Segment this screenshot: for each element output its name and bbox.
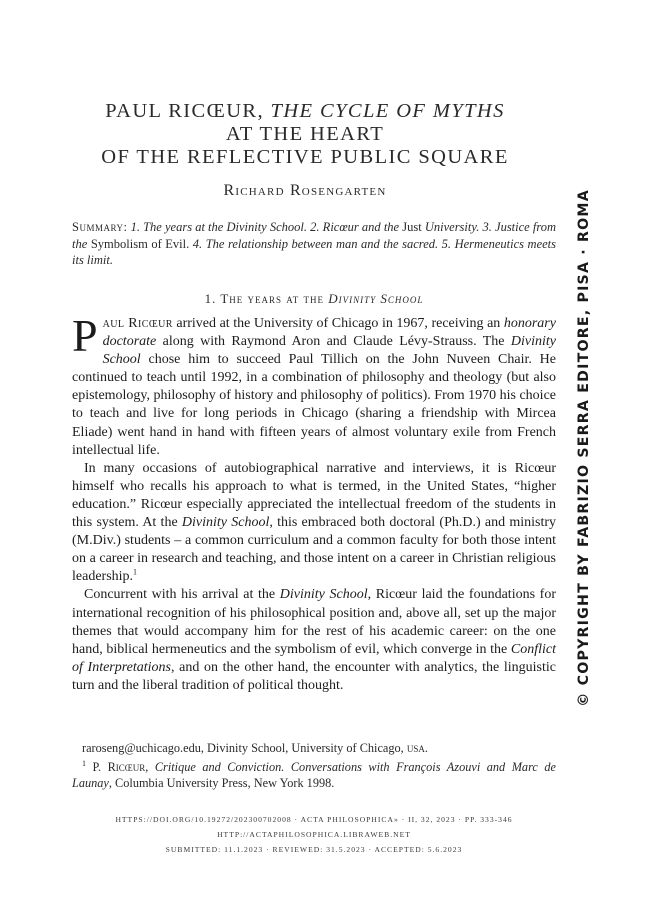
author-affiliation: raroseng@uchicago.edu, Divinity School, University of Chicago, usa. xyxy=(82,741,428,755)
summary-item-2a: 2. Ricœur and the xyxy=(310,220,400,234)
paragraph-2: In many occasions of autobiographical narrative and interviews, it is Ricœur himself who recalls his approach to what is termed, in the United States, “higher education.” Ricœur especially appreciated the intellectual freedom of the students in this system. At the Divinity School, this embraced both doctoral (Ph.D.) and ministry (M.Div.) students – a common curriculum and a common faculty for both those intent on a career in research and teaching, and those intent on a career in Christian religious leadership.$^1$ xyxy=(72,460,556,585)
notes-block xyxy=(72,740,556,794)
author-email[interactable]: raroseng@uchicago.edu, Divinity School, University of Chicago, xyxy=(82,741,407,755)
copyright-text: © COPYRIGHT BY FABRIZIO SERRA EDITORE, PISA · ROMA xyxy=(576,189,592,707)
page-footer xyxy=(72,812,556,857)
footer-dates: SUBMITTED: 11.1.2023 · REVIEWED: 31.5.2023 · ACCEPTED: 5.6.2023 xyxy=(165,845,463,854)
footnote-number: 1 xyxy=(82,758,86,768)
title-line-2: AT THE HEART xyxy=(225,123,385,145)
footnote-1: $^1$ P. Ricœur, Critique and Conviction. Conversations with François Azouvi and Marc de Launay, Columbia University Press, New York 1998. xyxy=(72,758,556,790)
footer-doi[interactable]: HTTPS://DOI.ORG/10.19272/202300702008 · ACTA PHILOSOPHICA» · II, 32, 2023 · PP. 333-346 xyxy=(115,815,513,824)
summary-item-4: 4. The relationship between man and the sacred. xyxy=(192,236,439,251)
summary-item-3b: Symbolism of Evil. xyxy=(90,236,190,251)
copyright-notice xyxy=(567,189,601,707)
section-heading-italic: Divinity School xyxy=(328,291,424,306)
summary-item-2c: University. xyxy=(424,220,480,234)
drop-cap: P xyxy=(72,310,98,361)
summary-item-5: 5. Hermeneutics meets its limit. xyxy=(72,236,557,267)
title-line-1: PAUL RICŒUR, THE CYCLE OF MYTHS xyxy=(105,100,505,122)
title-line-3: OF THE REFLECTIVE PUBLIC SQUARE xyxy=(101,146,509,168)
title-italic: THE CYCLE OF MYTHS xyxy=(270,100,505,122)
footer-url[interactable]: HTTP://ACTAPHILOSOPHICA.LIBRAWEB.NET xyxy=(217,830,411,839)
summary-label: Summary: xyxy=(72,220,128,234)
body-text xyxy=(72,310,556,695)
article-title xyxy=(60,100,550,169)
section-heading: 1. The years at the Divinity School xyxy=(204,291,424,306)
summary-item-2b: Just xyxy=(402,220,422,234)
author-small-caps: aul Ricœur xyxy=(102,316,173,331)
summary-item-3a: 3. Justice from the xyxy=(72,220,557,251)
paragraph-3: Concurrent with his arrival at the Divinity School, Ricœur laid the foundations for international recognition of his philosophical position and, above all, set up the major themes that would accompany him for the rest of his academic career: on the one hand, biblical hermeneutics and the symbolism of evil, which converge in the Conflict of Interpretations, and on the other hand, the encounter with analytics, the linguistic turn and the liberal tradition of political thought. xyxy=(72,587,556,693)
paragraph-1: Paul Ricœur arrived at the University of Chicago in 1967, receiving an honorary doctorate along with Raymond Aron and Claude Lévy-Strauss. The Divinity School chose him to succeed Paul Tillich on the John Nuveen Chair. He continued to teach until 1992, in a combination of philosophy and theology (but also epistemology, philosophy of history and philosophy of politics). From 1970 his choice to teach and live for long periods in Chicago (sharing a friendship with Mircea Eliade) went hand in hand with fifteen years of almost voluntary exile from French intellectual life. xyxy=(72,310,556,458)
summary-item-1: 1. The years at the Divinity School. xyxy=(130,220,308,234)
author-name: Richard Rosengarten xyxy=(223,182,387,199)
summary-block xyxy=(72,219,556,269)
footnote-ref-1[interactable]: 1 xyxy=(133,567,138,577)
